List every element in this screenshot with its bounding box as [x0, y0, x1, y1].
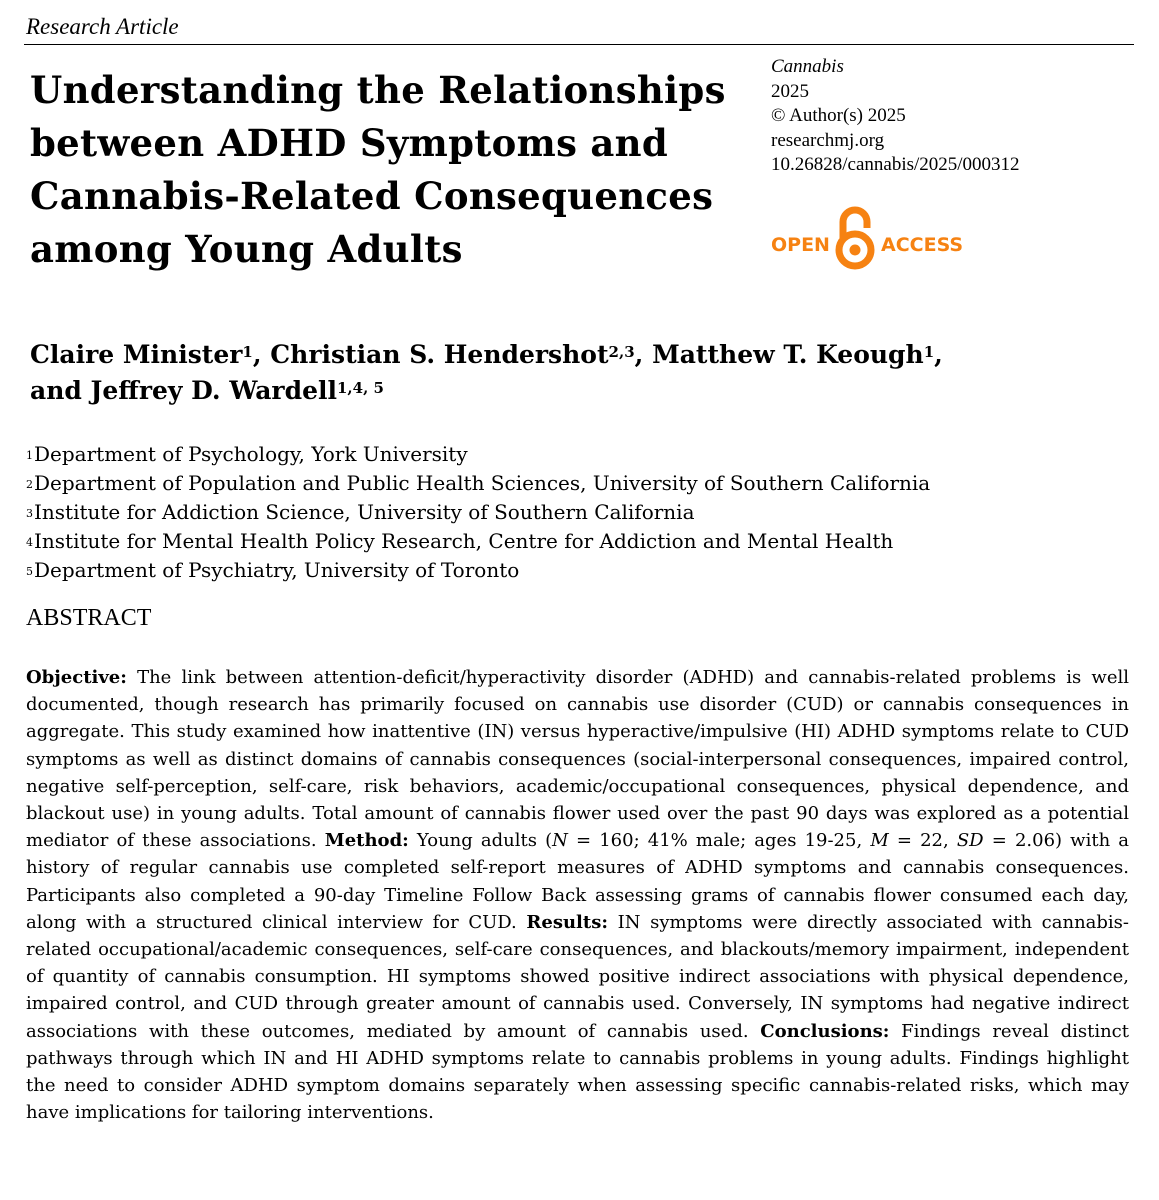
author-separator: , [634, 340, 653, 369]
n-symbol: N [552, 830, 568, 852]
affiliation-item [26, 440, 930, 469]
author-affiliation-marker: 1,4, 5 [336, 379, 384, 397]
objective-label: Objective: [26, 667, 127, 688]
affiliation-item [26, 527, 930, 556]
author-name: and Jeffrey D. Wardell [30, 376, 337, 405]
affiliation-marker: 2 [26, 478, 33, 491]
open-access-open-text: OPEN [771, 234, 830, 256]
conclusions-label: Conclusions: [760, 1020, 890, 1042]
open-lock-icon [833, 204, 877, 272]
objective-text: The link between attention-deficit/hyperactivity disorder (ADHD) and cannabis-related problems is well documented, though research has primarily focused on cannabis use disorder (CUD) or cannabis consequences in aggregate. This study examined how inattentive (IN) versus hyperactive/impulsive (HI) ADHD symptoms relate to CUD symptoms as well as distinct domains of cannabis consequences (social-interpersonal consequences, impaired control, negative self-perception, self-care, risk behaviors, academic/occupational consequences, physical dependence, and blackout use) in young adults. Total amount of cannabis flower used over the past 90 days was explored as a potential mediator of these associations. [26, 667, 1129, 852]
affiliation-marker: 5 [26, 565, 33, 578]
author-name: Matthew T. Keough [652, 340, 924, 369]
author-separator: , [934, 340, 943, 369]
header-divider [24, 44, 1134, 45]
affiliation-marker: 4 [26, 536, 33, 549]
author-name: Claire Minister [30, 340, 243, 369]
article-type-label: Research Article [26, 14, 179, 39]
publication-year: 2025 [771, 80, 809, 102]
affiliation-text: Department of Psychology, York University [34, 442, 468, 466]
author-name: Christian S. Hendershot [270, 340, 609, 369]
results-label: Results: [526, 911, 608, 933]
copyright-notice: © Author(s) 2025 [771, 105, 906, 126]
affiliation-list [26, 440, 930, 585]
method-text: Young adults ( [408, 830, 553, 852]
author-affiliation-marker: 1 [923, 343, 935, 361]
author-affiliation-marker: 2,3 [608, 343, 635, 361]
affiliation-item [26, 556, 930, 585]
abstract-body [26, 664, 1129, 1126]
conclusions-text: Findings reveal distinct pathways through which IN and HI ADHD symptoms relate to cannabis problems in young adults. Findings highlight the need to consider ADHD symptom domains separately when assessing specific cannabis-related risks, which may have implications for tailoring interventions. [26, 1020, 1129, 1124]
journal-info [771, 55, 1020, 178]
affiliation-text: Department of Psychiatry, University of Toronto [34, 558, 520, 582]
affiliation-text: Institute for Addiction Science, University of Southern California [34, 500, 695, 524]
results-text: IN symptoms were directly associated with cannabis-related occupational/academic consequences, self-care consequences, and blackouts/memory impairment, independent of quantity of cannabis consumption. HI symptoms showed positive indirect associations with physical dependence, impaired control, and CUD through greater amount of cannabis used. Conversely, IN symptoms had negative indirect associations with these outcomes, mediated by amount of cannabis used. [26, 911, 1130, 1042]
journal-website-link[interactable]: researchmj.org [771, 129, 885, 151]
method-label: Method: [324, 830, 409, 852]
affiliation-marker: 1 [26, 449, 33, 462]
method-text: = 160; 41% male; ages 19-25, [567, 830, 871, 852]
affiliation-item [26, 469, 930, 498]
m-symbol: M [870, 830, 889, 852]
affiliation-marker: 3 [26, 507, 33, 520]
affiliation-text: Institute for Mental Health Policy Research, Centre for Addiction and Mental Health [34, 529, 894, 553]
author-affiliation-marker: 1 [242, 343, 253, 361]
doi-link[interactable]: 10.26828/cannabis/2025/000312 [771, 154, 1020, 175]
article-title: Understanding the Relationships between ADHD Symptoms and Cannabis-Related Consequences among Young Adults [30, 68, 726, 271]
journal-name: Cannabis [771, 56, 844, 77]
affiliation-text: Department of Population and Public Health Sciences, University of Southern California [34, 471, 931, 495]
method-text: = 22, [888, 830, 957, 852]
open-access-logo [771, 204, 971, 274]
author-separator: , [252, 340, 271, 369]
author-list [30, 337, 1130, 409]
abstract-heading: ABSTRACT [26, 605, 152, 631]
sd-symbol: SD [956, 830, 984, 852]
open-access-access-text: ACCESS [881, 234, 964, 256]
method-text: = 2.06) with a history of regular cannabis use completed self-report measures of ADHD symptoms and cannabis consequences. Participants also completed a 90-day Timeline Follow Back assessing grams of cannabis flower consumed each day, along with a structured clinical interview for CUD. [26, 830, 1130, 933]
affiliation-item [26, 498, 930, 527]
